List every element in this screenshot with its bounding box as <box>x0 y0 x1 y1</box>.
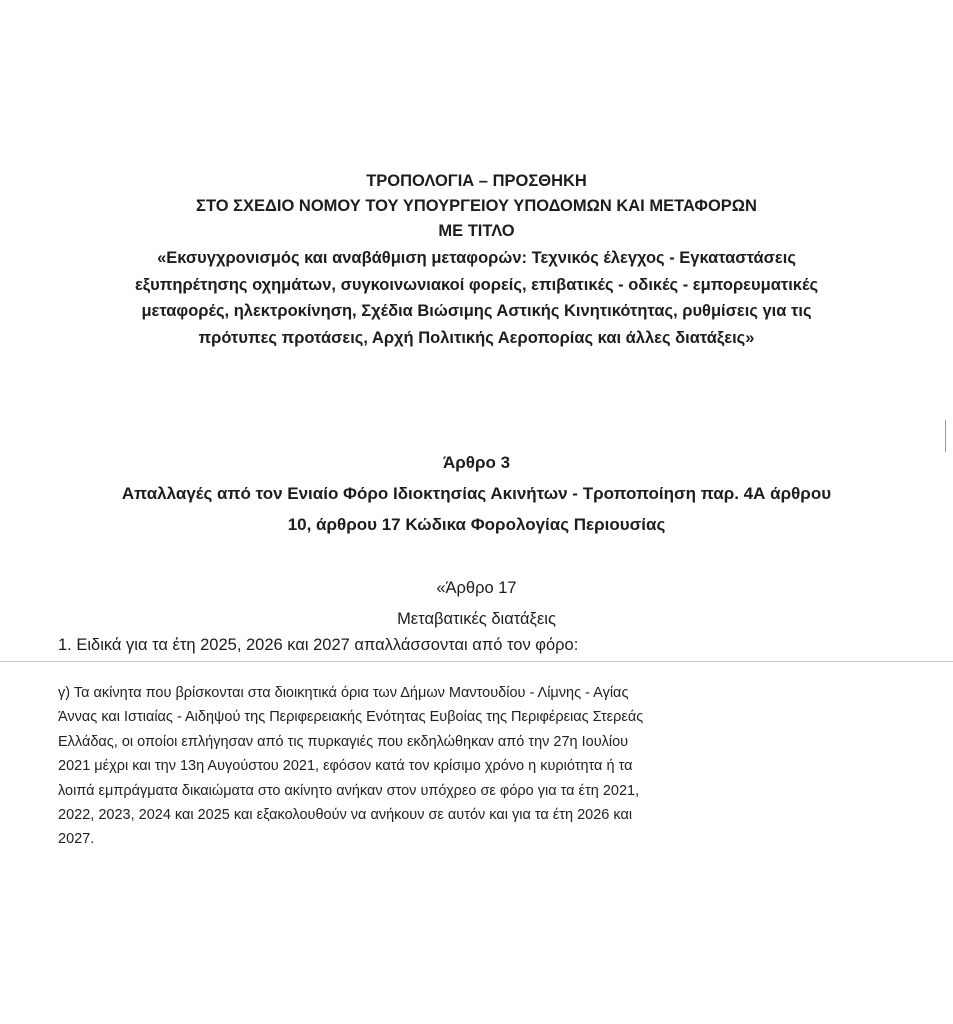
article-number: Άρθρο 3 <box>442 453 511 472</box>
article-heading <box>20 447 933 540</box>
clause-line: Ελλάδας, οι οποίοι επλήγησαν από τις πυρκαγιές που εκδηλώθηκαν από την 27η Ιουλίου <box>58 733 629 750</box>
article-title-line: Απαλλαγές από τον Ενιαίο Φόρο Ιδιοκτησίας Ακινήτων - Τροποποίηση παρ. 4Α άρθρου <box>121 484 832 503</box>
amendment-heading <box>40 169 913 351</box>
article-title-line: 10, άρθρου 17 Κώδικα Φορολογίας Περιουσίας <box>287 515 666 534</box>
bill-title-line: πρότυπες προτάσεις, Αρχή Πολιτικής Αεροπορίας και άλλες διατάξεις» <box>198 328 755 347</box>
amended-article-number: «Άρθρο 17 <box>436 579 517 597</box>
heading-line-3: ΜΕ ΤΙΤΛΟ <box>438 222 515 240</box>
paragraph-intro: 1. Ειδικά για τα έτη 2025, 2026 και 2027 απαλλάσσονται από τον φόρο: <box>58 636 579 654</box>
scan-edge-mark <box>945 420 946 452</box>
clause-line: γ) Τα ακίνητα που βρίσκονται στα διοικητικά όρια των Δήμων Μαντουδίου - Λίμνης - Αγίας <box>58 685 629 701</box>
clause-line: 2027. <box>58 831 95 848</box>
bill-title <box>40 245 913 351</box>
bill-title-line: μεταφορές, ηλεκτροκίνηση, Σχέδια Βιώσιμης Αστικής Κινητικότητας, ρυθμίσεις για τις <box>141 302 812 320</box>
bill-title-line: εξυπηρέτησης οχημάτων, συγκοινωνιακοί φορείς, επιβατικές - οδικές - εμπορευματικές <box>134 275 819 294</box>
heading-line-1: ΤΡΟΠΟΛΟΓΙΑ – ΠΡΟΣΘΗΚΗ <box>366 172 587 190</box>
clause-line: 2022, 2023, 2024 και 2025 και εξακολουθούν να ανήκουν σε αυτόν και για τα έτη 2026 και <box>58 807 633 824</box>
bill-title-line: «Εκσυγχρονισμός και αναβάθμιση μεταφορών: Τεχνικός έλεγχος - Εγκαταστάσεις <box>157 249 796 267</box>
amended-article-title: Μεταβατικές διατάξεις <box>397 610 556 628</box>
clause-line: λοιπά εμπράγματα δικαιώματα στο ακίνητο ανήκαν στον υπόχρεο σε φόρο για τα έτη 2021, <box>58 782 640 799</box>
clause-line: Άννας και Ιστιαίας - Αιδηψού της Περιφερειακής Ενότητας Ευβοίας της Περιφέρειας Στερεάς <box>58 709 644 726</box>
clause-line: 2021 μέχρι και την 13η Αυγούστου 2021, εφόσον κατά τον κρίσιμο χρόνο η κυριότητα ή τα <box>58 758 633 775</box>
heading-line-2: ΣΤΟ ΣΧΕΔΙΟ ΝΟΜΟΥ ΤΟΥ ΥΠΟΥΡΓΕΙΟΥ ΥΠΟΔΟΜΩΝ ΚΑΙ ΜΕΤΑΦΟΡΩΝ <box>196 197 757 215</box>
clause-g-text <box>58 681 828 852</box>
section-divider <box>0 661 953 662</box>
amended-article-heading <box>40 573 913 635</box>
